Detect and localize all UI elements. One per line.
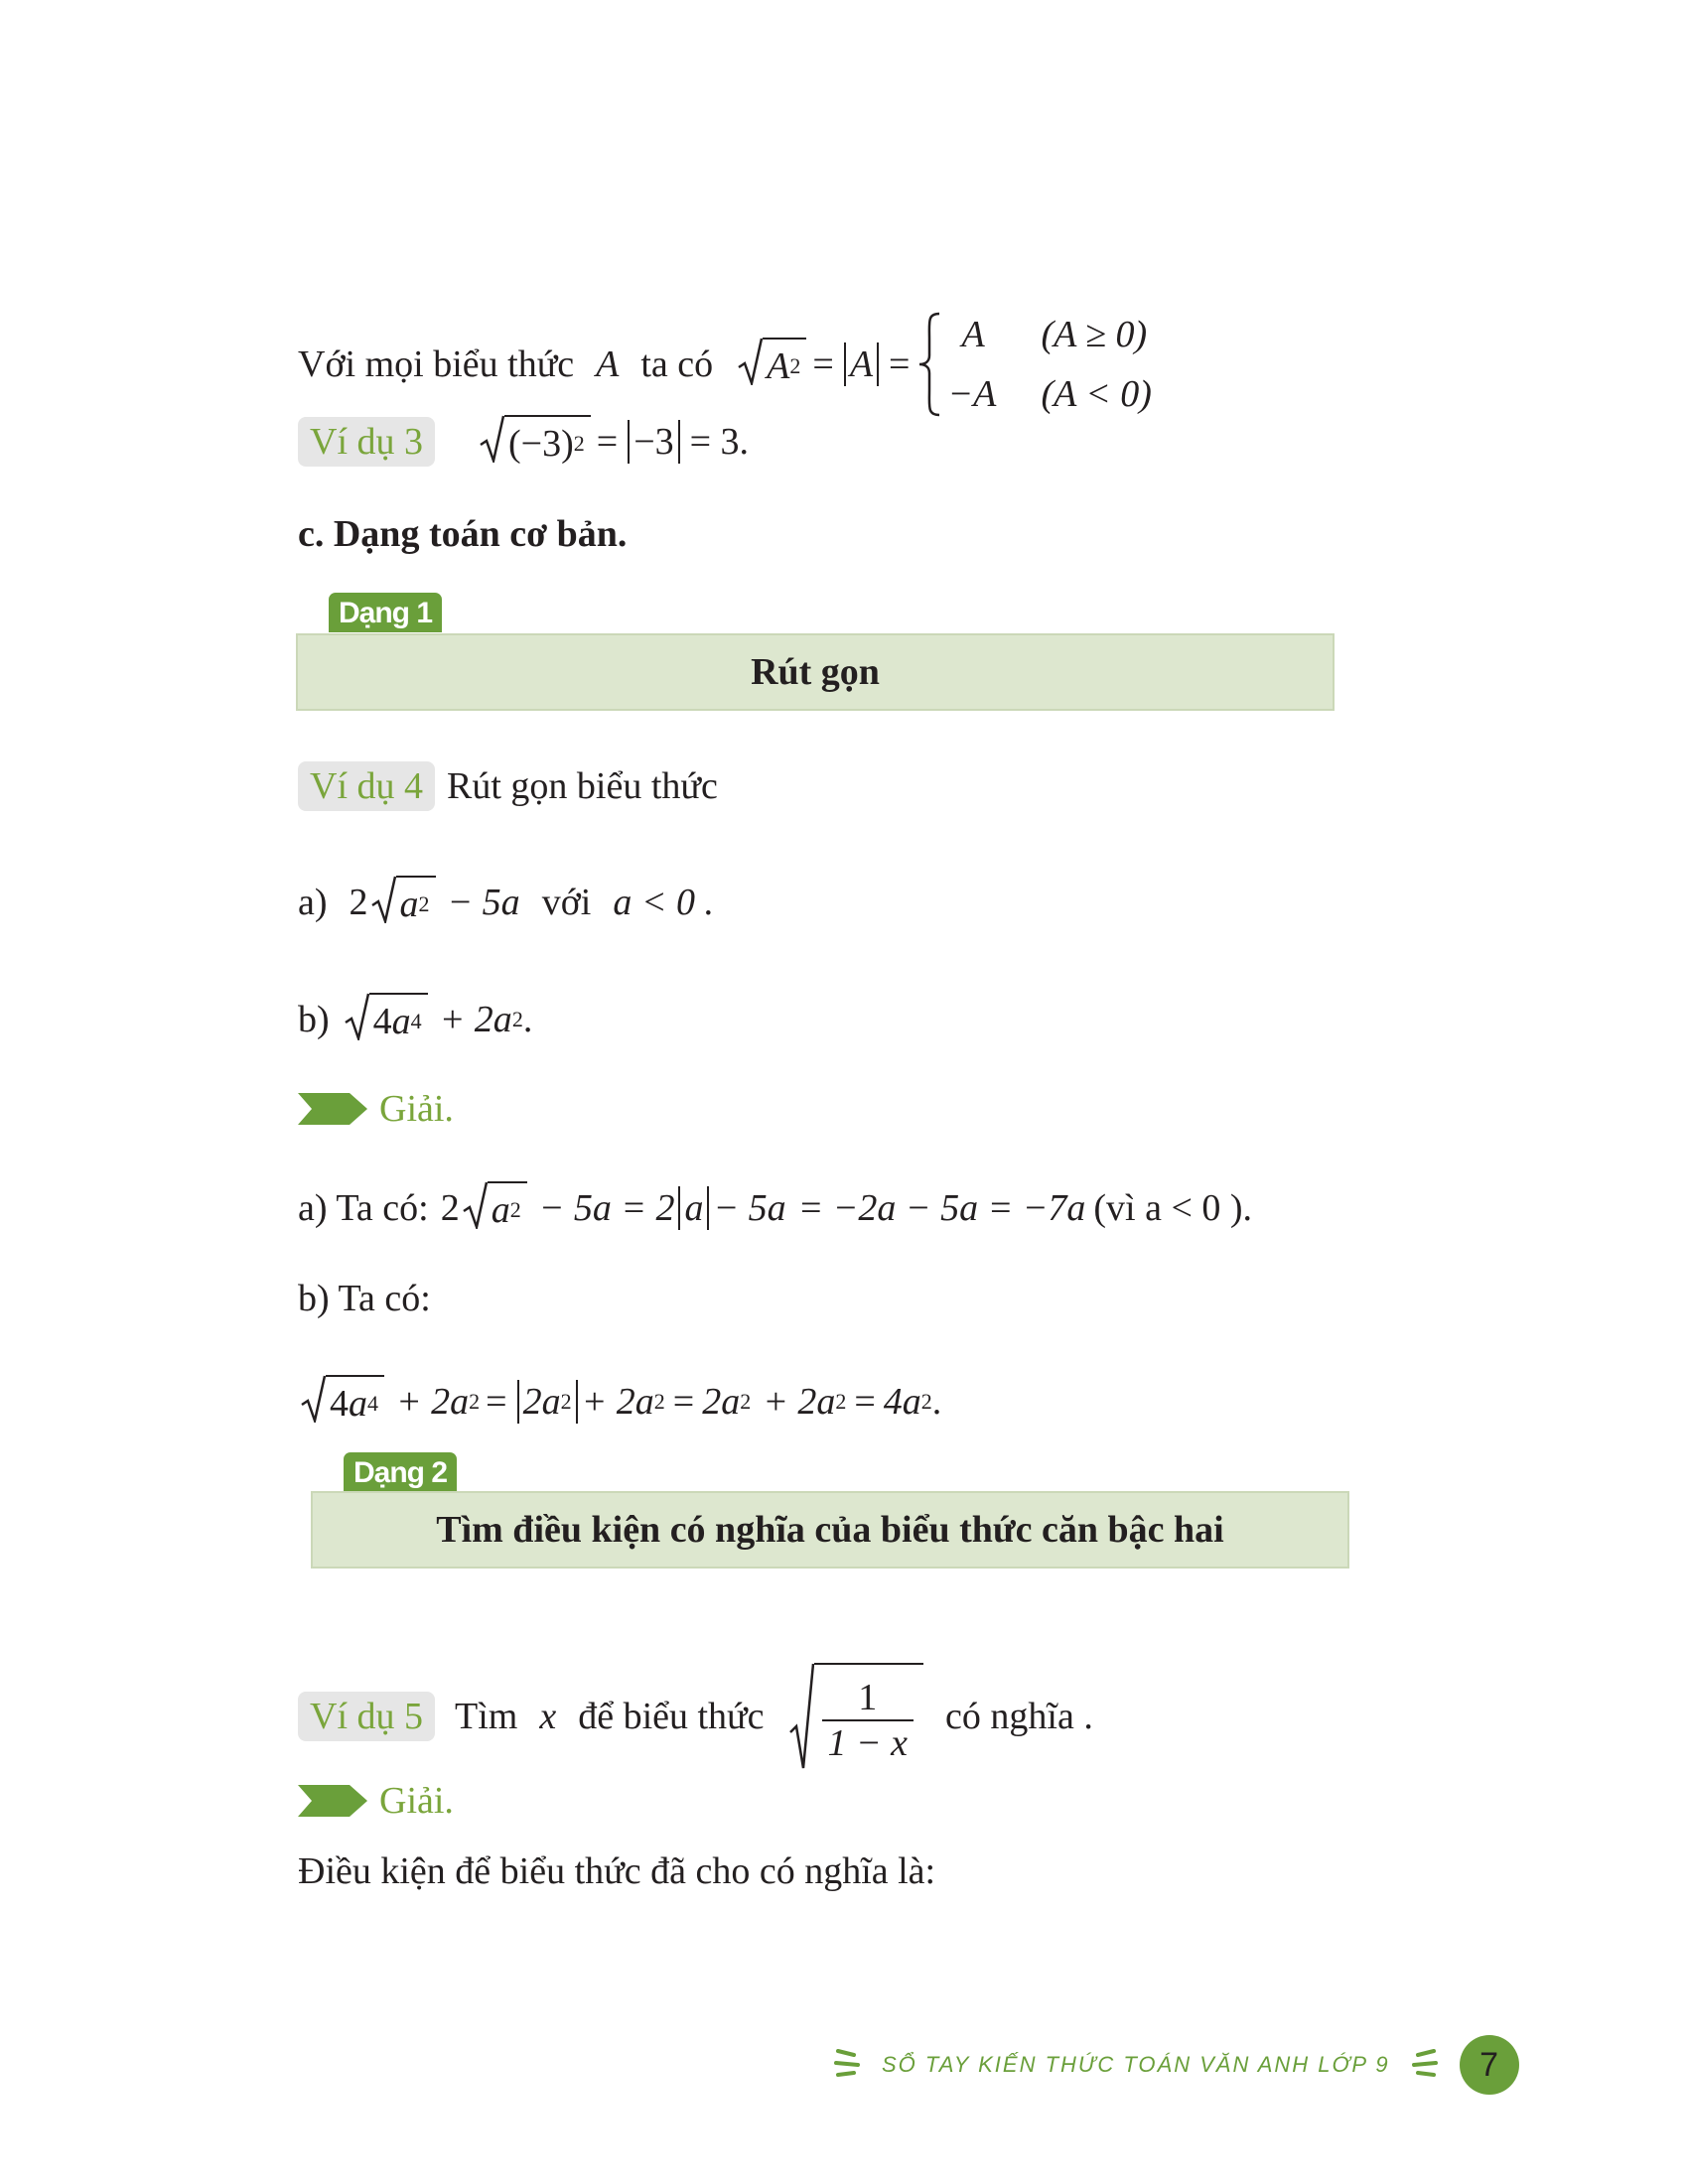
dang2-title: Tìm điều kiện có nghĩa của biểu thức căn bậc hai — [311, 1491, 1349, 1569]
dang1-title: Rút gọn — [296, 633, 1335, 711]
dang2-tab: Dạng 2 — [341, 1449, 460, 1492]
vidu4-label: Ví dụ 4 — [298, 761, 435, 811]
solution-b: 4 a 4 + 2a 2 = 2a 2 + 2a 2 = 2a 2 + 2a 2 = 4a 2 . — [298, 1375, 941, 1429]
sqrt-A2: A 2 — [737, 338, 806, 391]
solution-a: a) Ta có: 2 a 2 − 5a = 2 a − 5a = −2a − 5a = −7a (vì a < 0 ). — [298, 1181, 1252, 1235]
leaf-left-icon — [834, 2045, 864, 2085]
definition-line: Với mọi biểu thức A ta có A 2 = A = A (A ≥ 0) −A (A < 0) — [298, 305, 1152, 424]
intro-var: A — [596, 343, 620, 385]
sqrt-4a4: 4 a 4 — [344, 993, 428, 1046]
page-number: 7 — [1460, 2035, 1519, 2095]
sqrt-a2: a 2 — [370, 876, 436, 929]
sqrt-a2-solution: a 2 — [462, 1181, 527, 1235]
giai-arrow-icon — [298, 1785, 367, 1817]
intro-text: Với mọi biểu thức — [298, 343, 575, 385]
dang1-tab: Dạng 1 — [326, 590, 445, 632]
vidu3-line: Ví dụ 3 (−3) 2 = −3 = 3. — [298, 415, 749, 469]
final-text: Điều kiện để biểu thức đã cho có nghĩa là: — [298, 1850, 936, 1892]
sqrt-fraction: $\frac{1}{1 - x}$ — [788, 1663, 924, 1770]
vidu3-result: = 3. — [689, 421, 750, 463]
footer — [834, 2035, 1519, 2095]
vidu5-line: Ví dụ 5 Tìm x để biểu thức $\frac{1}{1 - x}$ có nghĩa . — [298, 1663, 1093, 1770]
left-brace — [915, 310, 943, 419]
section-c-heading: c. Dạng toán cơ bản. — [298, 513, 628, 555]
item-b: b) 4 a 4 + 2a 2 . — [298, 993, 532, 1046]
vidu4-text: Rút gọn biểu thức — [447, 765, 718, 807]
vidu5-label: Ví dụ 5 — [298, 1692, 435, 1741]
footer-title: SỔ TAY KIẾN THỨC TOÁN VĂN ANH LỚP 9 — [882, 2052, 1390, 2077]
intro-text-2: ta có — [640, 343, 714, 385]
vidu4-line — [298, 761, 718, 811]
piecewise-cases: A (A ≥ 0) −A (A < 0) — [947, 314, 1152, 415]
giai-arrow-icon — [298, 1093, 367, 1125]
item-a: a) 2 a 2 − 5a với a < 0 . — [298, 876, 714, 929]
sqrt-neg3-squared: (−3) 2 — [479, 415, 591, 469]
giai-2: Giải. — [298, 1779, 454, 1823]
solution-b-prefix: b) Ta có: — [298, 1278, 431, 1319]
leaf-right-icon — [1408, 2045, 1438, 2085]
vidu3-label: Ví dụ 3 — [298, 417, 435, 467]
giai-1: Giải. — [298, 1087, 454, 1131]
sqrt-4a4-solution: 4 a 4 — [300, 1375, 384, 1429]
